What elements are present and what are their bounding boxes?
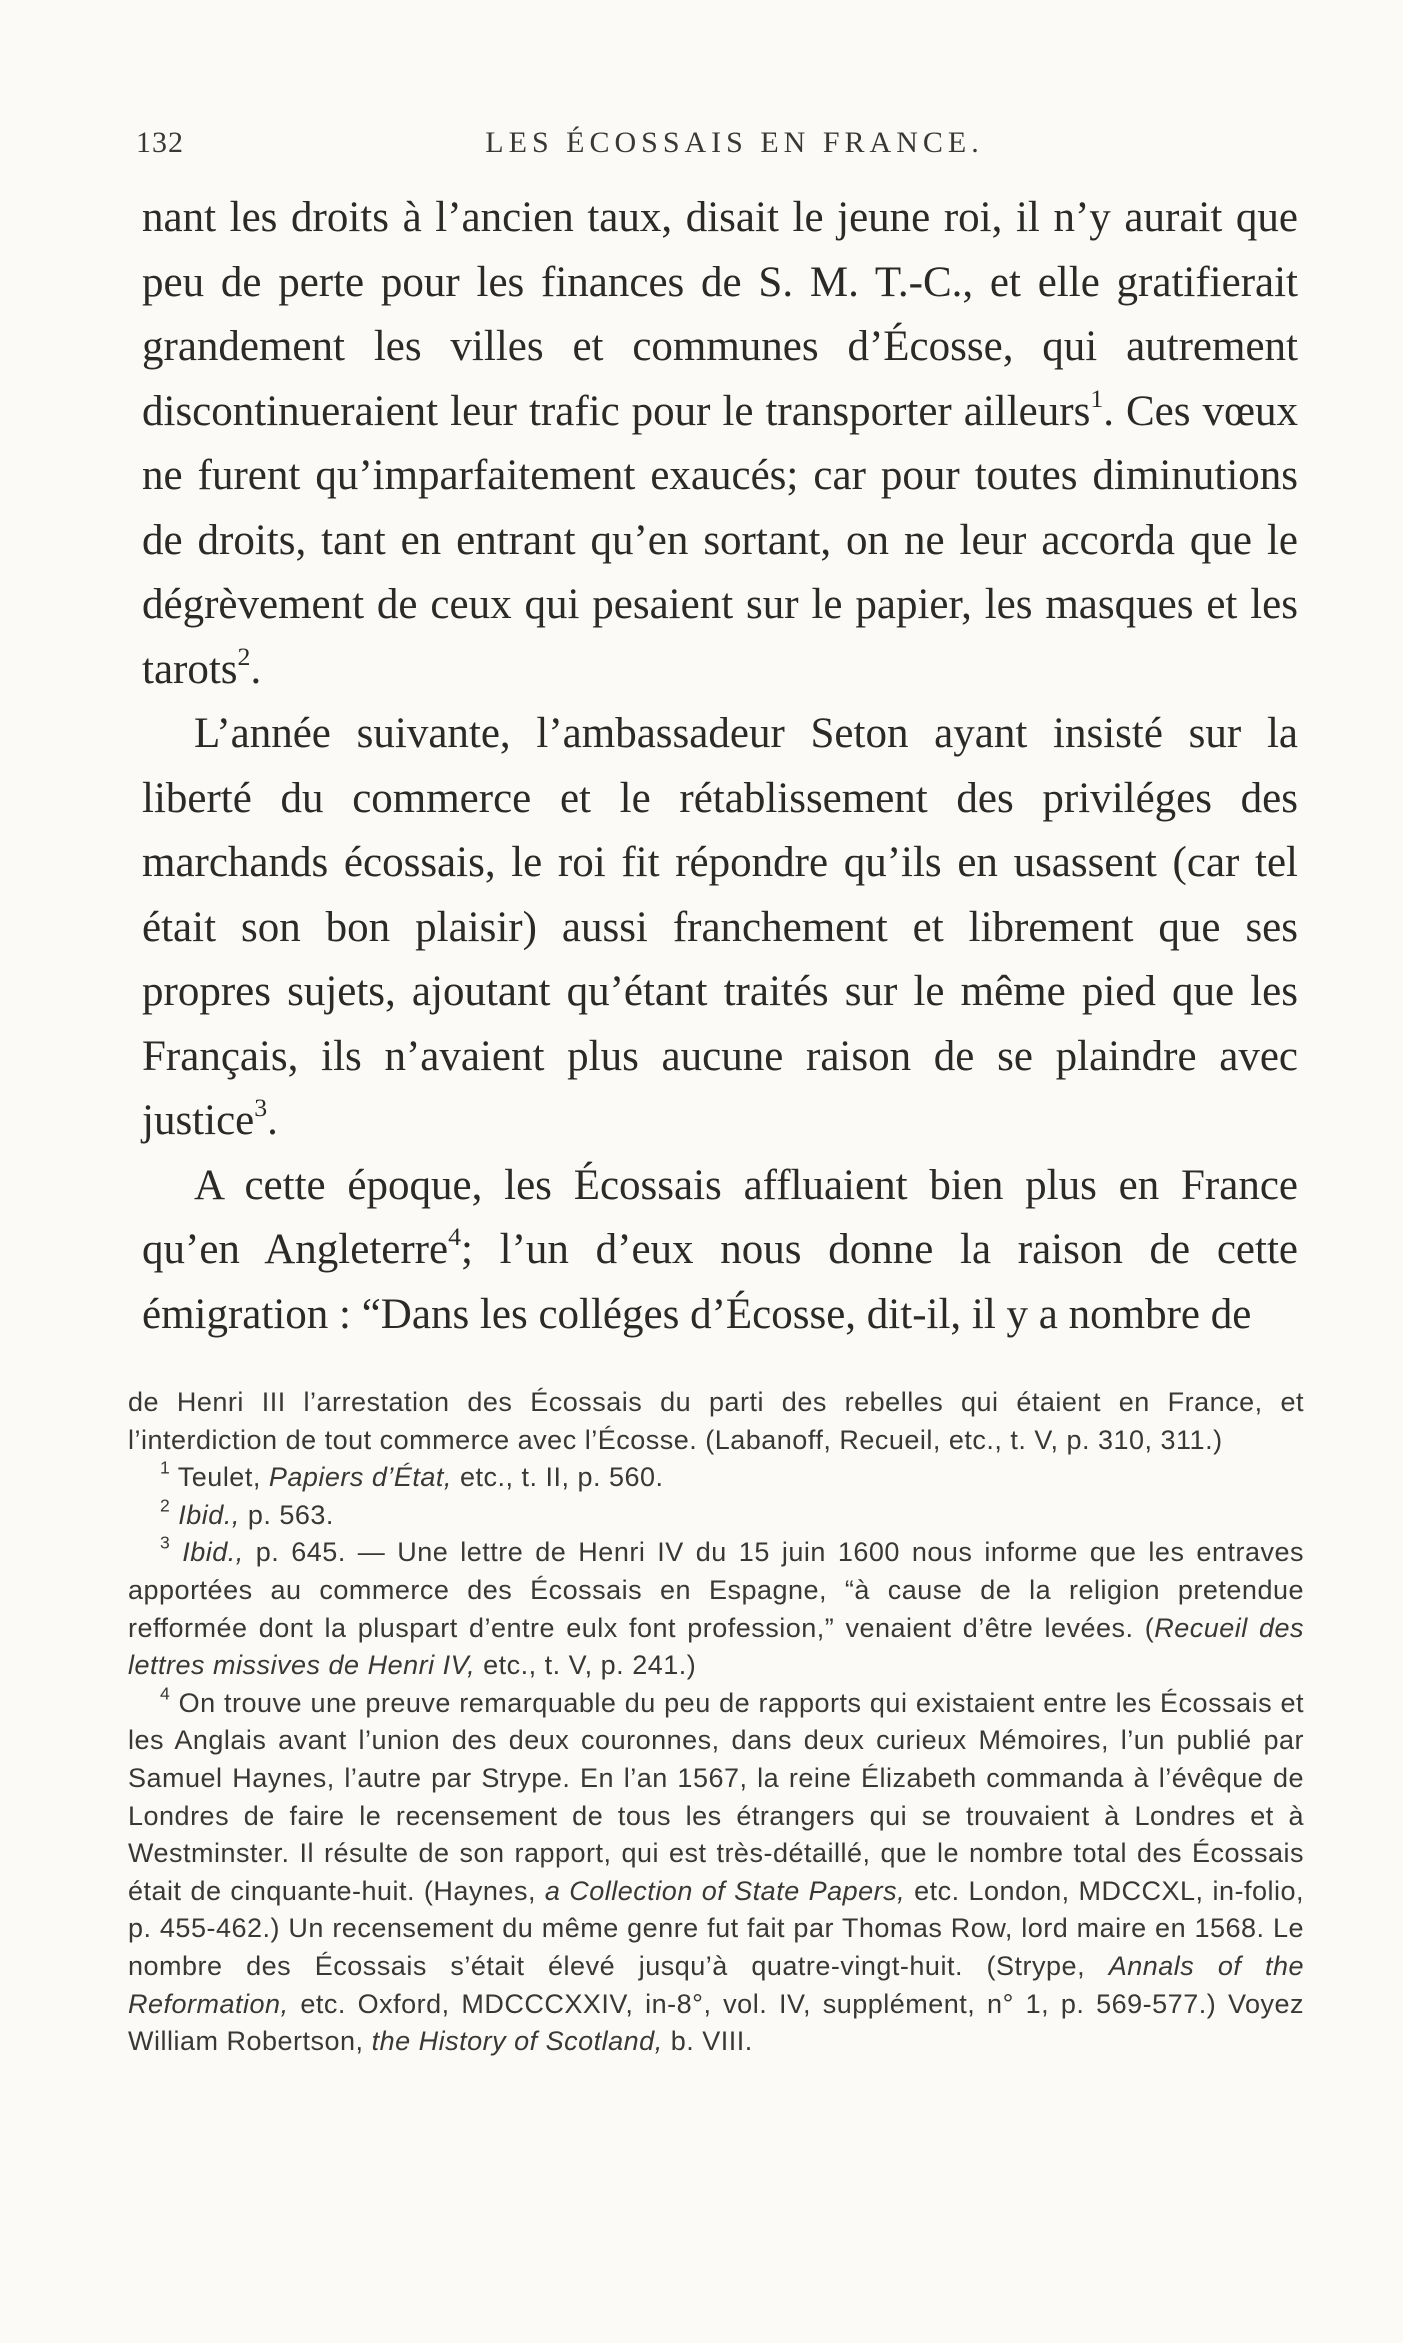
- footnote-4-title-2: Annals of the Reformation,: [128, 1950, 1304, 2019]
- footnote-1-text-2: etc., t. II, p. 560.: [451, 1462, 664, 1493]
- footnote-2-text: p. 563.: [239, 1499, 334, 1530]
- footnote-3: [128, 1534, 1304, 1684]
- footnote-2-ibid: Ibid.,: [178, 1499, 240, 1530]
- footnote-1-number: 1: [160, 1457, 171, 1478]
- footnote-3-text: p. 645. — Une lettre de Henri IV du 15 juin 1600 nous informe que les entraves apportées au commerce des Écossais en Espagne, “à cause de la religion pretendue refformée dont la pluspart d’entre eulx font profession,” venaient d’être levées. (: [128, 1537, 1304, 1643]
- paragraph-2-text: L’année suivante, l’ambassadeur Seton ayant insisté sur la liberté du commerce et le rétablissement des priviléges des marchands écossais, le roi fit répondre qu’ils en usassent (car tel était son bon plaisir) aussi franchement et librement que ses propres sujets, ajoutant qu’étant traités sur le même pied que les Français, ils n’avaient plus aucune raison de se plaindre avec justice: [142, 710, 1298, 1144]
- footnote-3-text-2: etc., t. V, p. 241.): [475, 1650, 697, 1681]
- footnote-4-text-2: etc. London, MDCCXL, in-folio, p. 455-462.) Un recensement du même genre fut fait par Thomas Row, lord maire en 1568. Le nombre des Écossais s’était élevé jusqu’à quatre-vingt-huit. (Strype,: [128, 1875, 1304, 1981]
- footnote-3-number: 3: [160, 1533, 171, 1554]
- page-number: 132: [136, 126, 184, 159]
- paragraph-3: [142, 1154, 1298, 1348]
- footnote-1-text: Teulet,: [177, 1462, 269, 1493]
- footnote-4-title-3: the History of Scotland,: [371, 2026, 663, 2057]
- footnote-3-ibid: Ibid.,: [182, 1537, 244, 1568]
- running-title: LES ÉCOSSAIS EN FRANCE.: [485, 126, 984, 159]
- paragraph-1: [142, 186, 1298, 702]
- footnote-ref-1: 1: [1090, 383, 1104, 413]
- footnote-4-text-4: b. VIII.: [662, 2026, 753, 2057]
- footnote-ref-3: 3: [254, 1092, 268, 1122]
- paragraph-1-text: nant les droits à l’ancien taux, disait le jeune roi, il n’y aurait que peu de perte pour les finances de S. M. T.-C., et elle gratifierait grandement les villes et communes d’Écosse, qui autrement discontinueraient leur trafic pour le transporter ailleurs: [142, 194, 1298, 435]
- paragraph-3-text-2: ; l’un d’eux nous donne la raison de cette émigration : “Dans les colléges d’Écosse, dit-il, il y a nombre de: [142, 1226, 1298, 1338]
- footnote-4-number: 4: [160, 1683, 171, 1704]
- footnote-ref-2: 2: [237, 641, 251, 671]
- footnote-ref-4: 4: [448, 1221, 461, 1251]
- footnote-2: [128, 1497, 1304, 1535]
- footnote-4-text-3: etc. Oxford, MDCCCXXIV, in-8°, vol. IV, supplément, n° 1, p. 569-577.) Voyez William Robertson,: [128, 1988, 1304, 2057]
- footnote-3-title: Recueil des lettres missives de Henri IV,: [128, 1612, 1304, 1681]
- footnote-1: [128, 1459, 1304, 1497]
- paragraph-2: [142, 702, 1298, 1154]
- footnote-2-number: 2: [160, 1495, 171, 1516]
- paragraph-1-text-2: . Ces vœux ne furent qu’imparfaitement exaucés; car pour toutes diminutions de droits, tant en entrant qu’en sortant, on ne leur accorda que le dégrèvement de ceux qui pesaient sur le papier, les masques et les tarots: [142, 387, 1299, 693]
- footnotes: [128, 1384, 1304, 2061]
- running-head: [136, 126, 1293, 176]
- main-text: [142, 186, 1298, 1347]
- footnote-1-title: Papiers d’État,: [268, 1462, 452, 1493]
- paragraph-1-text-3: .: [250, 645, 262, 693]
- footnote-4: [128, 1685, 1304, 2061]
- footnote-4-text: On trouve une preuve remarquable du peu de rapports qui existaient entre les Écossais et les Anglais avant l’union des deux couronnes, dans deux curieux Mémoires, l’un publié par Samuel Haynes, l’autre par Strype. En l’an 1567, la reine Élizabeth commanda à l’évêque de Londres de faire le recensement de tous les étrangers qui se trouvaient à Londres et à Westminster. Il résulte de son rapport, qui est très-détaillé, que le nombre total des Écossais était de cinquante-huit. (Haynes,: [128, 1687, 1304, 1906]
- paragraph-3-text: A cette époque, les Écossais affluaient bien plus en France qu’en Angleterre: [142, 1161, 1298, 1273]
- paragraph-2-text-2: .: [267, 1097, 278, 1144]
- footnote-4-title-1: a Collection of State Papers,: [544, 1875, 906, 1906]
- footnote-continuation: de Henri III l’arrestation des Écossais du parti des rebelles qui étaient en France, et l’interdiction de tout commerce avec l’Écosse. (Labanoff, Recueil, etc., t. V, p. 310, 311.): [128, 1387, 1304, 1455]
